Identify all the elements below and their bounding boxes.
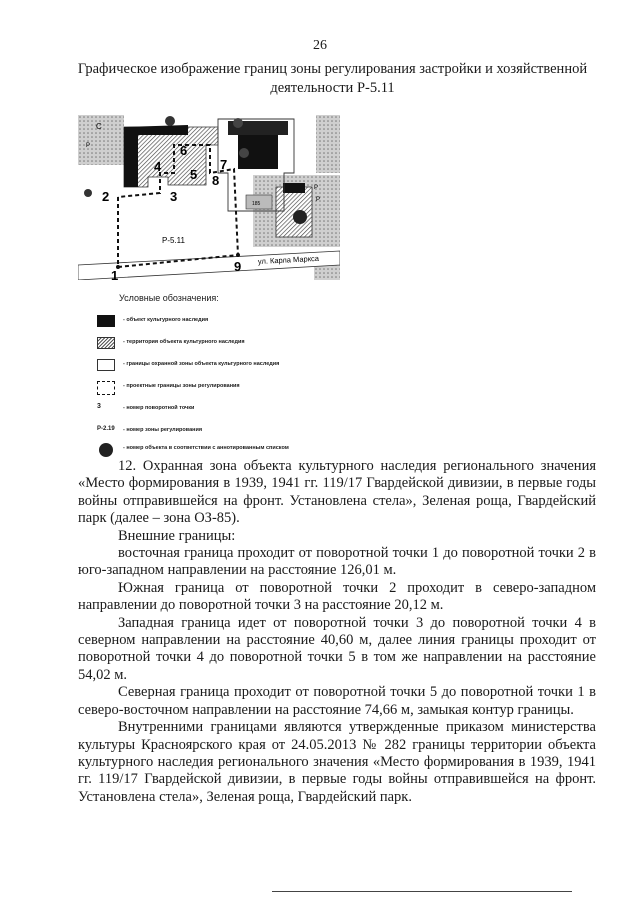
turning-point-icon: 3 [97, 403, 101, 410]
point-label-5: 5 [190, 167, 198, 182]
legend [93, 293, 353, 451]
object-marker [293, 210, 307, 224]
object-marker [233, 118, 243, 128]
map-label-185: 185 [252, 201, 261, 207]
point-label-6: 6 [180, 143, 188, 158]
legend-item-protection-zone: - границы охранной зоны объекта культурного наследия [93, 359, 353, 375]
object-marker [165, 116, 175, 126]
map-zone-label: Р-5.11 [162, 236, 185, 245]
title-line-2: деятельности Р-5.11 [270, 80, 395, 96]
body-text [78, 458, 596, 806]
legend-item-zone-number: Р-2.19 - номер зоны регулирования [97, 426, 203, 433]
hatch-icon [97, 337, 115, 349]
paragraph-inner-borders: Внутренними границами являются утвержденные приказом министерства культуры Красноярского края от 24.05.2013 № 282 границы территории объекта культурного наследия регионального значения «Место формирования в 1939, 1941 гг. 119/17 Гвардейской дивизии, в первые годы войны отправившейся на фронт. Установлена стела», Зеленая роща, Гвардейский парк. [78, 719, 596, 805]
outline-box-icon [97, 359, 115, 371]
object-marker [84, 189, 92, 197]
legend-item-turning-point: 3 - номер поворотной точки [93, 403, 353, 419]
paragraph-west-border: Западная граница идет от поворотной точки 3 до поворотной точки 4 в северном направлении на расстояние 40,60 м, далее линия границы проходит от поворотной точки 4 до поворотной точки 5 в том же направлении на расстояние 54,02 м. [78, 614, 596, 683]
map-label-p-left: Р [86, 143, 91, 149]
point-label-2: 2 [102, 189, 110, 204]
heritage-territory [124, 127, 218, 187]
black-fill-icon [97, 315, 115, 327]
paragraph-outer-borders: Внешние границы: [118, 527, 236, 544]
title-line-1: Графическое изображение границ зоны регулирования застройки и хозяйственной [77, 61, 588, 77]
heritage-territory [276, 187, 312, 237]
map-label-p2: Р [316, 197, 321, 203]
map-label-c: С [96, 122, 102, 131]
document-title [70, 60, 595, 98]
point-label-8: 8 [212, 173, 220, 188]
map-label-p1: Р [314, 185, 319, 191]
paragraph-south-border: Южная граница от поворотной точки 2 проходит в северо-западном направлении до поворотной точки 3 на расстояние 20,12 м. [78, 579, 596, 614]
object-marker [239, 148, 249, 158]
street-label: ул. Карла Маркса [257, 253, 320, 266]
zone-map-drawing [78, 115, 340, 280]
object-circle-icon [99, 443, 113, 457]
point-label-4: 4 [154, 159, 162, 174]
heritage-object [283, 183, 305, 193]
paragraph-north-border: Северная граница проходит от поворотной точки 5 до поворотной точки 1 в северо-восточном направлении на расстояние 74,66 м, замыкая контур границы. [78, 684, 596, 718]
paragraph-east-border: восточная граница проходит от поворотной точки 1 до поворотной точки 2 в юго-западном направлении на расстояние 126,01 м. [78, 545, 596, 579]
footer-rule [272, 891, 572, 892]
point-label-3: 3 [170, 189, 178, 204]
legend-item-object-number: - номер объекта в соответствии с аннотированным списком [93, 443, 353, 459]
legend-title: Условные обозначения: [119, 293, 219, 303]
legend-item-regulation-border: - проектные границы зоны регулирования [93, 381, 353, 397]
zone-map [78, 115, 340, 280]
legend-item-heritage-territory: - территория объекта культурного наследия [93, 337, 353, 353]
dashed-box-icon [97, 381, 115, 395]
paragraph-zone-description: 12. Охранная зона объекта культурного наследия регионального значения «Место формирования в 1939, 1941 гг. 119/17 Гвардейской дивизии, в первые годы войны отправившейся на фронт. Установлена стела», Зеленая роща, Гвардейский парк (далее – зона ОЗ-85). [78, 458, 596, 527]
legend-item-heritage-object: - объект культурного наследия [93, 315, 353, 331]
point-label-7: 7 [220, 157, 228, 172]
point-label-1: 1 [111, 268, 119, 280]
zone-number-icon: Р-2.19 [97, 426, 115, 432]
point-label-9: 9 [234, 259, 242, 274]
page-number: 26 [313, 38, 327, 53]
